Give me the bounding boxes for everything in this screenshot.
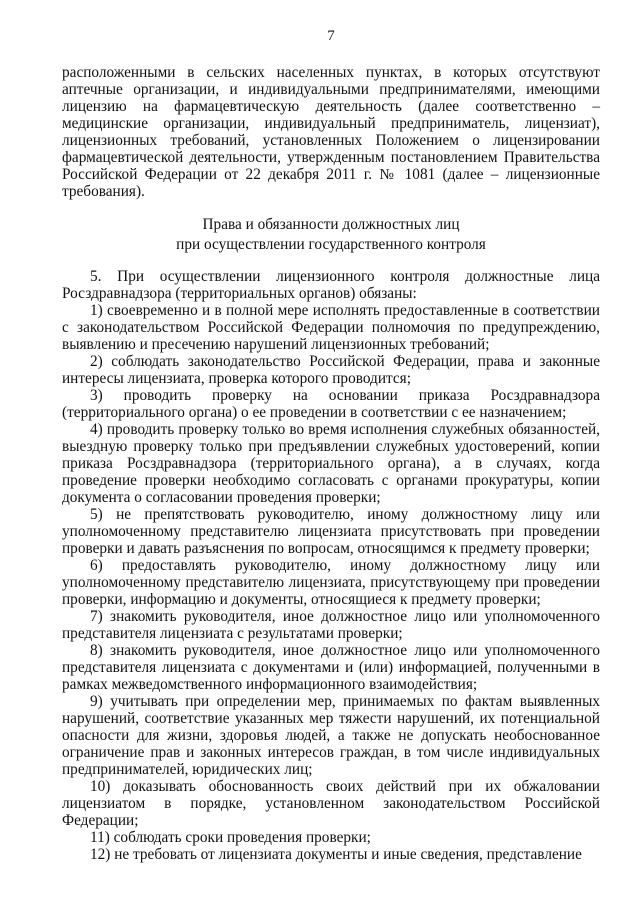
duty-item-5: 5) не препятствовать руководителю, иному должностному лицу или уполномоченному представителю лицензиата присутствовать при проведении проверки и давать разъяснения по вопросам, относящимся к предмету проверки; bbox=[62, 506, 600, 557]
duty-item-10: 10) доказывать обоснованность своих действий при их обжаловании лицензиатом в порядке, установленном законодательством Российской Федерации; bbox=[62, 778, 600, 829]
duty-item-8: 8) знакомить руководителя, иное должностное лицо или уполномоченного представителя лицензиата с документами и (или) информацией, полученными в рамках межведомственного информационного взаимодействия; bbox=[62, 642, 600, 693]
section-heading-line-1: Права и обязанности должностных лиц bbox=[202, 216, 460, 233]
duty-item-7: 7) знакомить руководителя, иное должностное лицо или уполномоченного представителя лицензиата с результатами проверки; bbox=[62, 608, 600, 642]
duty-item-6: 6) предоставлять руководителю, иному должностному лицу или уполномоченному представителю лицензиата, присутствующему при проведении проверки, информацию и документы, относящиеся к предмету проверки; bbox=[62, 557, 600, 608]
duty-item-2: 2) соблюдать законодательство Российской Федерации, права и законные интересы лицензиата, проверка которого проводится; bbox=[62, 353, 600, 387]
duty-item-11: 11) соблюдать сроки проведения проверки; bbox=[90, 829, 371, 846]
duty-item-1: 1) своевременно и в полной мере исполнять предоставленные в соответствии с законодательством Российской Федерации полномочия по предупреждению, выявлению и пресечению нарушений лицензионных требований; bbox=[62, 302, 600, 353]
duty-item-3: 3) проводить проверку на основании приказа Росздравнадзора (территориального органа) о ее проведении в соответствии с ее назначением; bbox=[62, 387, 600, 421]
section-heading-line-2: при осуществлении государственного контроля bbox=[176, 236, 486, 253]
duty-item-9: 9) учитывать при определении мер, принимаемых по фактам выявленных нарушений, соответствие указанных мер тяжести нарушений, их потенциальной опасности для жизни, здоровья людей, а также не допускать необоснованное ограничение прав и законных интересов граждан, в том числе индивидуальных предпринимателей, юридических лиц; bbox=[62, 693, 600, 778]
intro-paragraph: расположенными в сельских населенных пунктах, в которых отсутствуют аптечные организации, и индивидуальными предпринимателями, имеющими лицензию на фармацевтическую деятельность (далее соответственно – медицинские организации, индивидуальный предприниматель, лицензиат), лицензионных требований, установленных Положением о лицензировании фармацевтической деятельности, утвержденным постановлением Правительства Российской Федерации от 22 декабря 2011 г. № 1081 (далее – лицензионные требования). bbox=[62, 64, 600, 200]
section-heading bbox=[62, 216, 600, 254]
duty-item-4: 4) проводить проверку только во время исполнения служебных обязанностей, выездную проверку только при предъявлении служебных удостоверений, копии приказа Росздравнадзора (территориального органа), а в случаях, когда проведение проверки необходимо согласовать с органами прокуратуры, копии документа о согласовании проведения проверки; bbox=[62, 421, 600, 506]
item-5-intro: 5. При осуществлении лицензионного контроля должностные лица Росздравнадзора (территориальных органов) обязаны: bbox=[62, 268, 600, 302]
duty-item-12: 12) не требовать от лицензиата документы и иные сведения, представление bbox=[90, 846, 582, 863]
page-number: 7 bbox=[327, 28, 335, 44]
